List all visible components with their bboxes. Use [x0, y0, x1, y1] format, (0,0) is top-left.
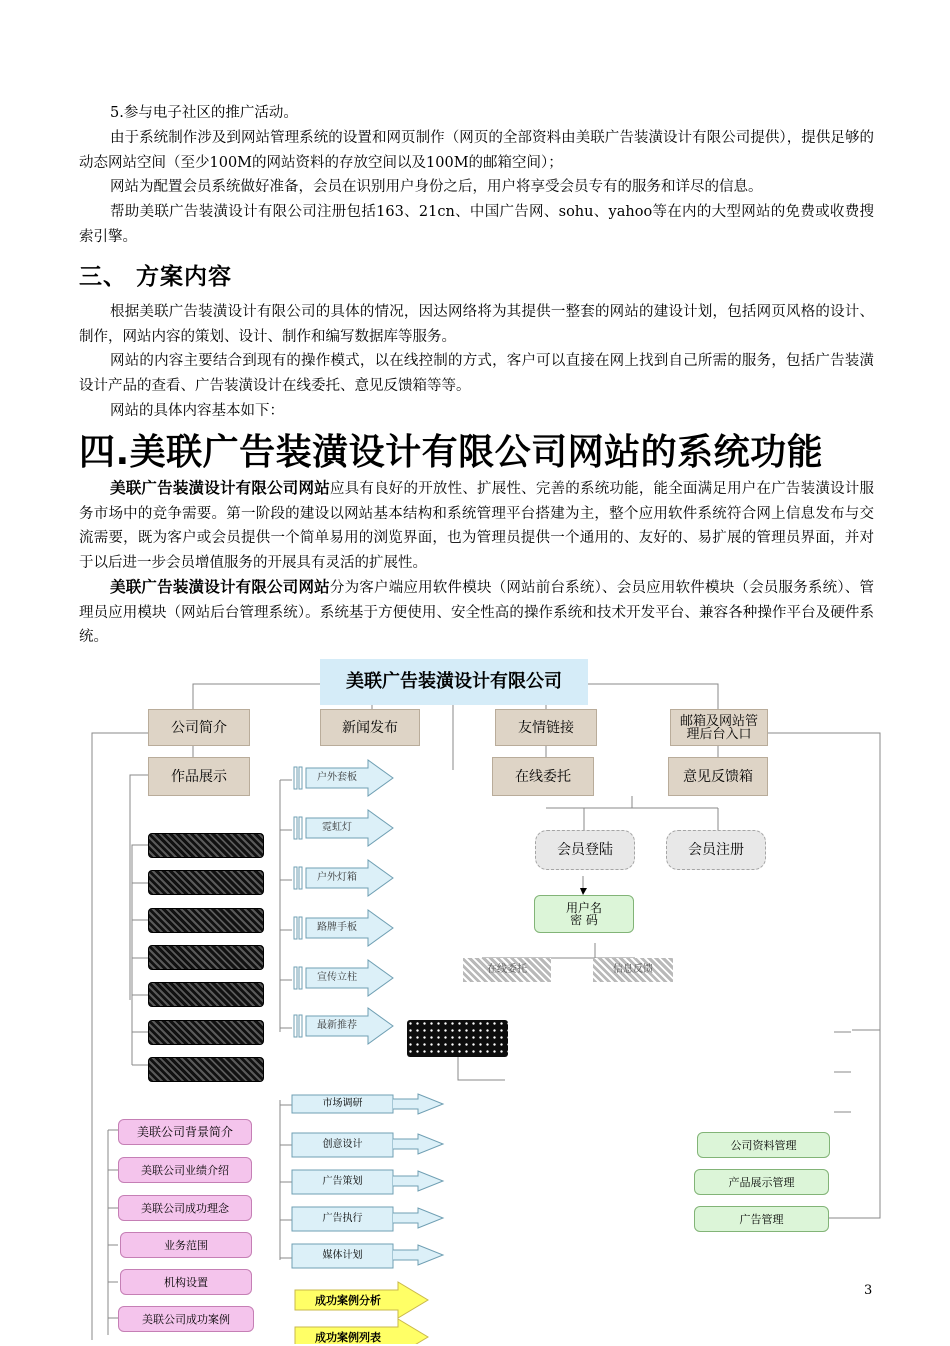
yellow-arrow-case-analysis: 成功案例分析	[315, 1293, 381, 1307]
dark-bar	[148, 870, 264, 895]
pink-organization: 机构设置	[120, 1269, 252, 1295]
arrow-label-latest: 最新推荐	[317, 1020, 357, 1031]
service-creative-design: 创意设计	[322, 1139, 363, 1150]
section-heading-3: 三、 方案内容	[79, 264, 233, 290]
node-company-intro: 公司简介	[148, 709, 250, 746]
dark-bar	[148, 908, 264, 933]
service-ad-execution: 广告执行	[322, 1213, 363, 1224]
node-member-login: 会员登陆	[535, 830, 635, 870]
green-product-showcase-admin: 产品展示管理	[694, 1169, 829, 1195]
pink-company-philosophy: 美联公司成功理念	[118, 1195, 252, 1221]
paragraph-9-text: 分为客户端应用软件模块（网站前台系统）、会员应用软件模块（会员服务系统）、管理员应用模块（网站后台管理系统）。系统基于方便使用、安全性高的操作系统和技术开发平台、兼容各种操作平台及硬件系统。	[79, 580, 874, 645]
diagram-root-company: 美联广告装潢设计有限公司	[320, 659, 588, 705]
service-market-research: 市场调研	[322, 1098, 363, 1109]
node-user-credentials	[534, 895, 634, 933]
pink-business-scope: 业务范围	[120, 1232, 252, 1258]
service-media-plan: 媒体计划	[322, 1250, 363, 1261]
paragraph-3: 网站为配置会员系统做好准备，会员在识别用户身份之后，用户将享受会员专有的服务和详尽的信息。	[110, 179, 763, 195]
arrow-label-pillar: 宣传立柱	[317, 972, 357, 983]
paragraph-1: 5.参与电子社区的推广活动。	[110, 105, 298, 121]
company-name-bold: 美联广告装潢设计有限公司网站	[110, 578, 330, 596]
arrow-label-billboard: 路牌手板	[317, 922, 357, 933]
paragraph-7: 网站的具体内容基本如下：	[110, 403, 284, 419]
node-mail-admin-entry: 邮箱及网站管理后台入口	[670, 709, 768, 746]
pink-company-background: 美联公司背景简介	[118, 1119, 252, 1145]
company-name-bold: 美联广告装潢设计有限公司网站	[110, 479, 330, 497]
arrow-label-lightbox: 户外灯箱	[317, 872, 357, 883]
dark-bar	[148, 833, 264, 858]
dark-bar	[148, 982, 264, 1007]
dark-bar	[148, 945, 264, 970]
username-label: 用户名	[565, 901, 602, 915]
paragraph-8-text: 应具有良好的开放性、扩展性、完善的系统功能，能全面满足用户在广告装潢设计服务市场中的竞争需要。第一阶段的建设以网站基本结构和系统管理平台搭建为主，整个应用软件系统符合网上信息发布与交流需要，既为客户或会员提供一个简单易用的浏览界面，也为管理员提供一个通用的、友好的、易扩展的管理员界面，并对于以后进一步会员增值服务的开展具有灵活的扩展性。	[79, 481, 874, 571]
green-company-data-admin: 公司资料管理	[697, 1132, 830, 1158]
node-online-commission: 在线委托	[492, 757, 594, 796]
pink-success-cases: 美联公司成功案例	[118, 1306, 254, 1332]
arrow-label-neon: 霓虹灯	[322, 822, 352, 833]
dark-bar	[148, 1057, 264, 1082]
paragraph-2: 由于系统制作涉及到网站管理系统的设置和网页制作（网页的全部资料由美联广告装潢设计有限公司提供），提供足够的动态网站空间（至少100M的网站资料的存放空间以及100M的邮箱空间）；	[79, 130, 874, 171]
node-works-showcase: 作品展示	[148, 757, 250, 796]
pink-company-performance: 美联公司业绩介绍	[118, 1157, 252, 1183]
node-online-commission-sub: 在线委托	[463, 958, 551, 982]
yellow-arrow-case-list: 成功案例列表	[315, 1330, 381, 1344]
section-heading-4: 四.美联广告装潢设计有限公司网站的系统功能	[79, 432, 824, 473]
node-news-release: 新闻发布	[320, 709, 420, 746]
password-label: 密 码	[570, 913, 598, 927]
service-ad-planning: 广告策划	[322, 1176, 363, 1187]
page-number: 3	[864, 1283, 873, 1298]
node-member-register: 会员注册	[666, 830, 766, 870]
dotted-block	[407, 1020, 508, 1057]
paragraph-6: 网站的内容主要结合到现有的操作模式，以在线控制的方式，客户可以直接在网上找到自己所需的服务，包括广告装潢设计产品的查看、广告装潢设计在线委托、意见反馈箱等等。	[79, 353, 874, 394]
node-info-feedback: 信息反馈	[593, 958, 673, 982]
arrow-label-outdoor-board: 户外套板	[317, 772, 357, 783]
paragraph-4: 帮助美联广告装潢设计有限公司注册包括163、21cn、中国广告网、sohu、yahoo等在内的大型网站的免费或收费搜索引擎。	[79, 204, 874, 245]
green-ad-admin: 广告管理	[694, 1206, 829, 1232]
dark-bar	[148, 1020, 264, 1045]
node-friend-links: 友情链接	[495, 709, 597, 746]
node-feedback-box: 意见反馈箱	[668, 757, 768, 796]
paragraph-5: 根据美联广告装潢设计有限公司的具体的情况，因达网络将为其提供一整套的网站的建设计划，包括网页风格的设计、制作，网站内容的策划、设计、制作和编写数据库等服务。	[79, 304, 874, 345]
